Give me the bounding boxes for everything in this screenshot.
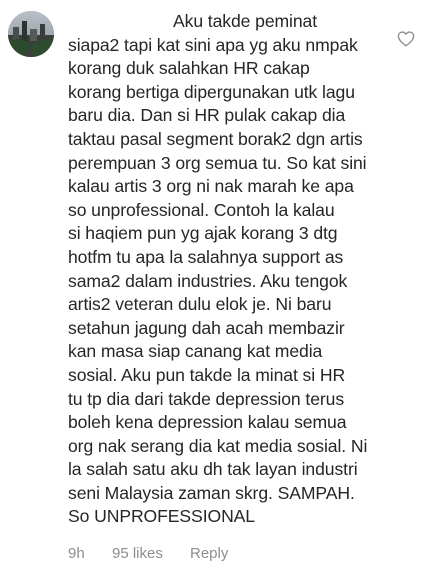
comment-username[interactable]: Aku takde peminat bbox=[173, 11, 318, 31]
comment-body bbox=[68, 10, 398, 529]
comment-text: siapa2 tapi kat sini apa yg aku nmpak korang duk salahkan HR cakap korang bertiga dipergunakan utk lagu baru dia. Dan si HR pulak cakap dia taktau pasal segment borak2 dgn artis perempuan 3 org semua tu. So kat sini kalau artis 3 org ni nak marah ke apa so unprofessional. Contoh la kalau si haqiem pun yg ajak korang 3 dtg hotfm tu apa la salahnya support as sama2 dalam industries. Aku tengok artis2 veteran dulu elok je. Ni baru setahun jagung dah acah membazir kan masa siap canang kat media sosial. Aku pun takde la minat si HR tu tp dia dari takde depression terus boleh kena depression kalau semua org nak serang dia kat media sosial. Ni la salah satu aku dh tak layan industri seni Malaysia zaman skrg. SAMPAH. So UNPROFESSIONAL bbox=[68, 34, 368, 527]
avatar[interactable] bbox=[8, 11, 54, 57]
comment-timestamp: 9h bbox=[68, 545, 85, 562]
reply-button[interactable]: Reply bbox=[190, 545, 229, 562]
heart-outline-icon[interactable] bbox=[397, 31, 415, 47]
likes-count[interactable]: 95 likes bbox=[112, 545, 163, 562]
comment-meta bbox=[68, 545, 228, 562]
avatar-photo-icon bbox=[8, 11, 54, 57]
